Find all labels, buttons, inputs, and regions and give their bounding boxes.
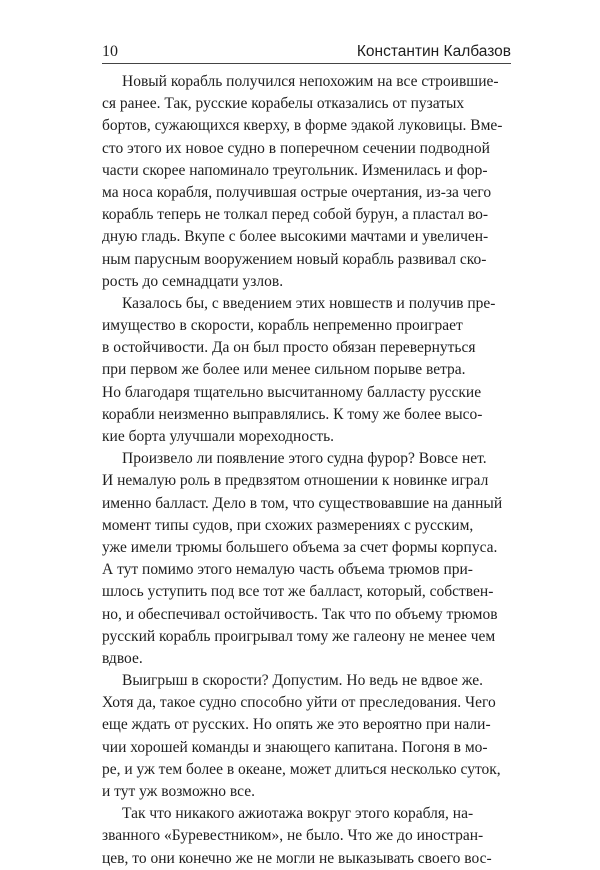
text-line: Новый корабль получился непохожим на все строившие-	[122, 73, 499, 90]
running-head: Константин Калбазов	[356, 43, 511, 60]
text-line: цев, то они конечно же не могли не выказывать своего вос-	[102, 849, 492, 867]
text-line: Но благодаря тщательно высчитанному балласту русские	[102, 383, 482, 401]
text-line: но, и обеспечивал остойчивость. Так что по объему трюмов	[102, 605, 498, 623]
text-line: А тут помимо этого немалую часть объема трюмов при-	[102, 561, 473, 579]
text-line: русский корабль проигрывал тому же галеону не менее чем	[102, 627, 496, 645]
text-line: ным парусным вооружением новый корабль развивал ско-	[102, 250, 487, 268]
text-line: уже имели трюмы большего объема за счет формы корпуса.	[102, 538, 498, 556]
text-line: момент типы судов, при схожих размерениях с русским,	[102, 516, 474, 534]
text-line: сто этого их новое судно в поперечном сечении подводной	[102, 139, 490, 157]
paragraph	[102, 448, 511, 670]
text-line: шлось уступить под все тот же балласт, который, собствен-	[102, 583, 494, 601]
text-line: и тут уж возможно все.	[102, 783, 255, 800]
text-line: бортов, сужающихся кверху, в форме эдакой луковицы. Вме-	[102, 117, 503, 135]
text-line: при первом же более или менее сильном порыве ветра.	[102, 361, 466, 379]
text-line: Казалось бы, с введением этих новшеств и получив пре-	[122, 294, 496, 312]
page-number: 10	[102, 43, 118, 60]
text-line: имущество в скорости, корабль непременно проиграет	[102, 317, 463, 335]
paragraph	[102, 293, 511, 448]
text-line: именно балласт. Дело в том, что существовавшие на данный	[102, 494, 503, 512]
text-line: еще ждать от русских. Но опять же это вероятно при нали-	[102, 716, 491, 734]
text-line: Выигрыш в скорости? Допустим. Но ведь не вдвое же.	[122, 672, 483, 690]
text-line: Так что никакого ажиотажа вокруг этого корабля, на-	[122, 805, 474, 823]
text-line: дную гладь. Вкупе с более высокими мачтами и увеличен-	[102, 228, 489, 246]
text-line: вдвое.	[102, 649, 143, 667]
paragraph	[102, 803, 511, 870]
text-line: корабли неизменно выправлялись. К тому же более высо-	[102, 405, 483, 423]
text-line: части скорее напоминало треугольник. Изменилась и фор-	[102, 161, 488, 179]
text-line: ся ранее. Так, русские корабелы отказались от пузатых	[102, 95, 465, 113]
text-line: званного «Буревестником», не было. Что же до иностран-	[102, 827, 484, 845]
paragraph	[102, 71, 511, 293]
text-line: рость до семнадцати узлов.	[102, 272, 284, 290]
text-line: ма носа корабля, получившая острые очертания, из-за чего	[102, 183, 492, 201]
text-line: кие борта улучшали мореходность.	[102, 428, 335, 445]
page-header	[102, 41, 511, 65]
text-line: в остойчивости. Да он был просто обязан перевернуться	[102, 339, 476, 357]
text-line: Хотя да, такое судно способно уйти от преследования. Чего	[102, 694, 496, 712]
header-rule	[102, 63, 511, 64]
text-line: корабль теперь не толкал перед собой бурун, а пластал во-	[102, 206, 489, 224]
text-line: ре, и уж тем более в океане, может длиться несколько суток,	[102, 760, 501, 778]
text-line: И немалую роль в предвзятом отношении к новинке играл	[102, 472, 489, 490]
text-line: Произвело ли появление этого судна фурор? Вовсе нет.	[122, 450, 487, 468]
text-line: чии хорошей команды и знающего капитана. Погоня в мо-	[102, 738, 488, 756]
paragraph	[102, 670, 511, 803]
